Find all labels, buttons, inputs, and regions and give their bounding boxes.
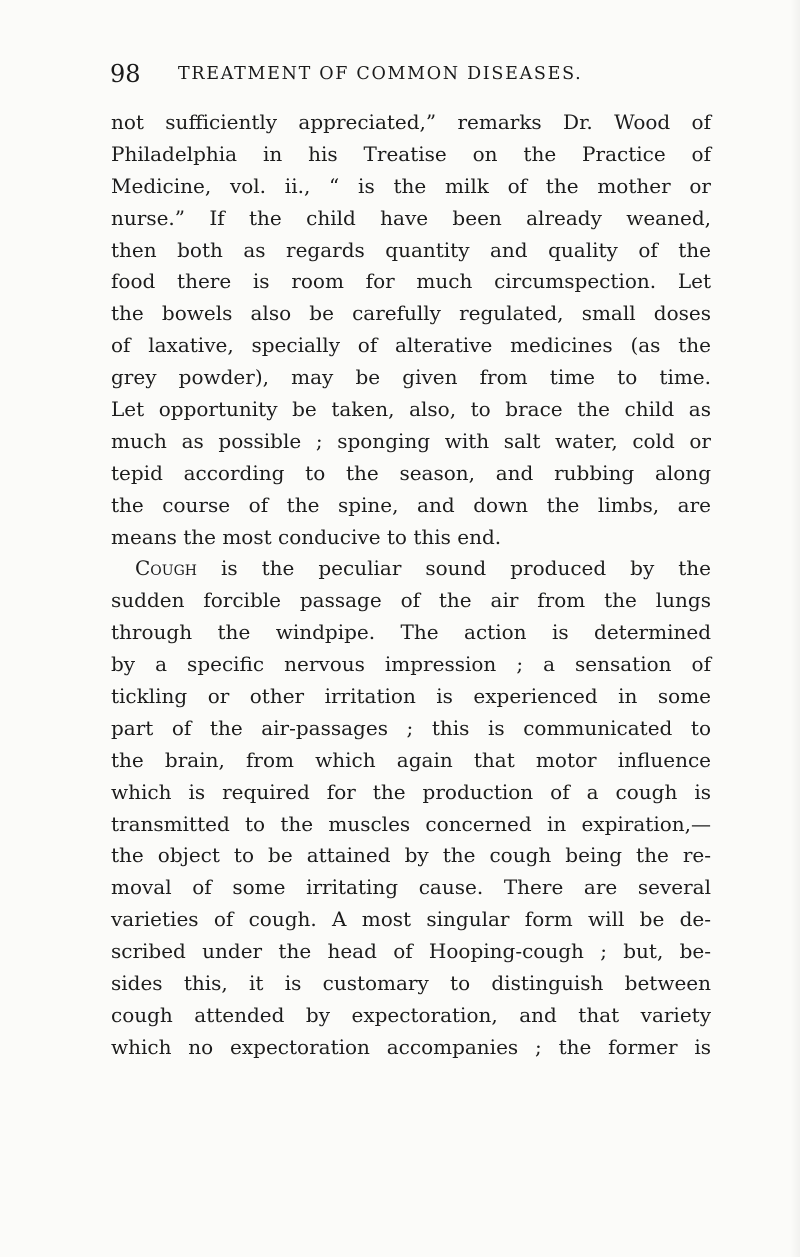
text-line: the course of the spine, and down the limbs, are bbox=[111, 492, 711, 517]
paragraph-start-line bbox=[111, 553, 711, 585]
text-line: which is required for the production of a cough is bbox=[111, 779, 711, 804]
text-line: means the most conducive to this end. bbox=[111, 524, 502, 549]
text-line: then both as regards quantity and quality of the bbox=[111, 237, 711, 262]
running-title: TREATMENT OF COMMON DISEASES. bbox=[178, 64, 583, 84]
text-line: sides this, it is customary to distinguish between bbox=[111, 971, 711, 996]
text-line: the bowels also be carefully regulated, small doses bbox=[111, 301, 711, 326]
text-line: cough attended by expectoration, and that variety bbox=[111, 1002, 711, 1027]
cough-heading: Cough bbox=[135, 556, 197, 581]
text-line-rest: is the peculiar sound produced by the bbox=[220, 556, 711, 581]
text-line: which no expectoration accompanies ; the former is bbox=[111, 1034, 711, 1059]
text-line: by a specific nervous impression ; a sensation of bbox=[111, 652, 711, 677]
text-line: varieties of cough. A most singular form will be de- bbox=[111, 907, 711, 932]
page-number: 98 bbox=[110, 60, 141, 88]
text-line: scribed under the head of Hooping-cough ; but, be- bbox=[111, 939, 711, 964]
text-line: grey powder), may be given from time to time. bbox=[111, 365, 711, 390]
text-line: much as possible ; sponging with salt water, cold or bbox=[111, 428, 711, 453]
page-edge-shadow bbox=[790, 0, 800, 1257]
page-header bbox=[110, 56, 710, 96]
text-line: moval of some irritating cause. There are several bbox=[111, 875, 711, 900]
text-line: part of the air-passages ; this is communicated to bbox=[111, 715, 711, 740]
text-line: Philadelphia in his Treatise on the Practice of bbox=[111, 141, 711, 166]
text-line: tickling or other irritation is experienced in some bbox=[111, 684, 711, 709]
text-line: not sufficiently appreciated,” remarks Dr. Wood of bbox=[111, 110, 711, 134]
text-line: the object to be attained by the cough being the re- bbox=[111, 843, 711, 868]
text-line: sudden forcible passage of the air from the lungs bbox=[111, 588, 711, 613]
body-text bbox=[111, 107, 711, 1064]
text-line: food there is room for much circumspection. Let bbox=[111, 269, 711, 294]
text-line: nurse.” If the child have been already weaned, bbox=[111, 205, 711, 230]
text-line: through the windpipe. The action is determined bbox=[111, 620, 711, 645]
text-line: transmitted to the muscles concerned in expiration,— bbox=[111, 811, 711, 836]
text-line: of laxative, specially of alterative medicines (as the bbox=[111, 333, 711, 358]
text-line: tepid according to the season, and rubbing along bbox=[111, 460, 711, 485]
text-line: Medicine, vol. ii., “ is the milk of the mother or bbox=[111, 173, 711, 198]
text-line: the brain, from which again that motor influence bbox=[111, 747, 711, 772]
text-line: Let opportunity be taken, also, to brace the child as bbox=[111, 397, 711, 422]
